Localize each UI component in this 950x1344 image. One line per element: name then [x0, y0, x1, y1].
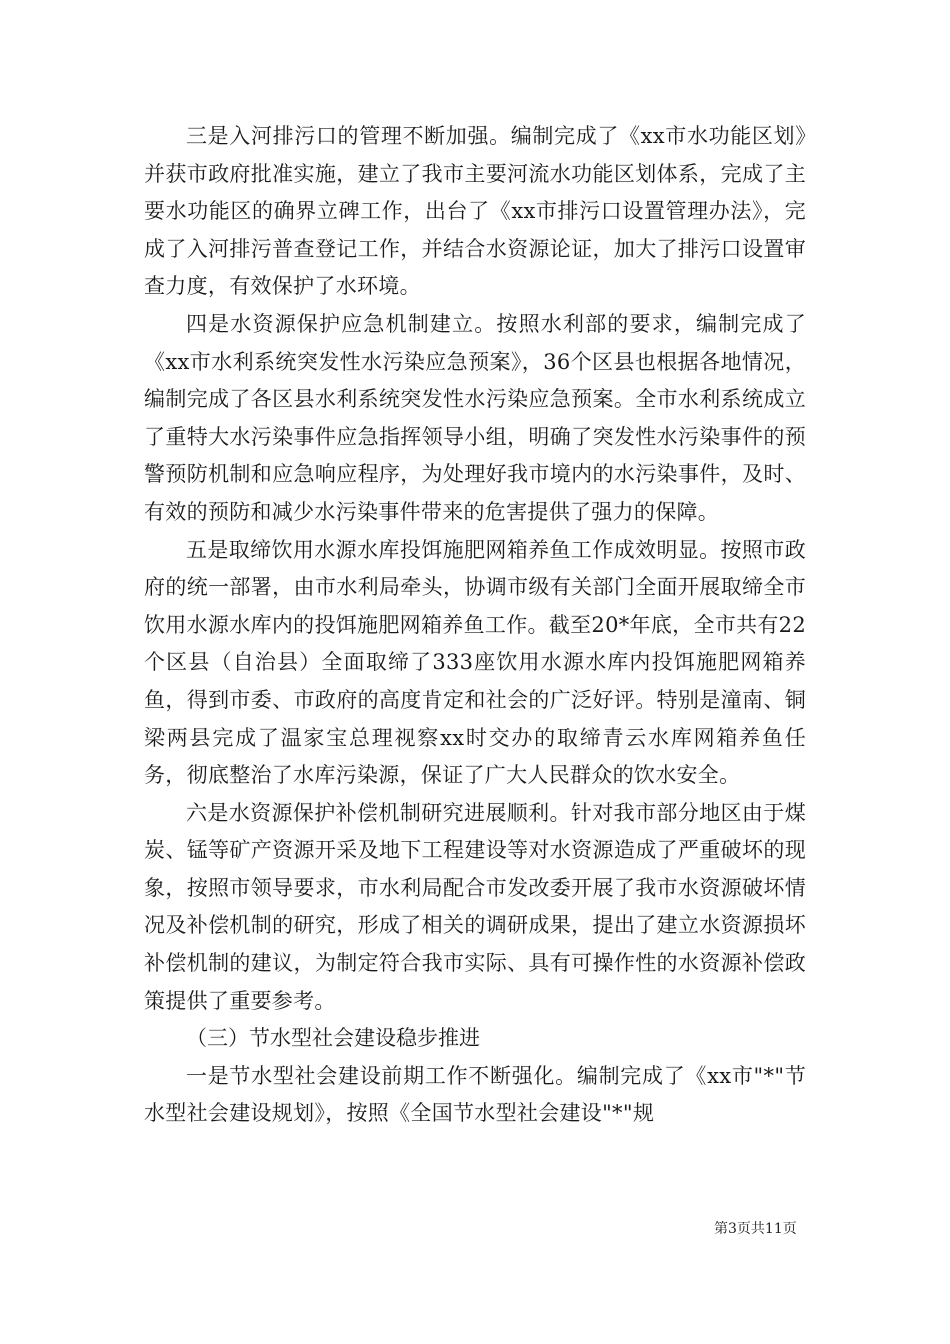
- paragraph-emergency-mechanism: 四是水资源保护应急机制建立。按照水利部的要求，编制完成了《xx市水利系统突发性水污染应急预案》，36个区县也根据各地情况，编制完成了各区县水利系统突发性水污染应急预案。全市水利系统成立了重特大水污染事件应急指挥领导小组，明确了突发性水污染事件的预警预防机制和应急响应程序，为处理好我市境内的水污染事件，及时、有效的预防和减少水污染事件带来的危害提供了强力的保障。: [144, 311, 806, 524]
- section-heading: （三）节水型社会建设稳步推进: [186, 1026, 480, 1051]
- paragraph-fish-farming-ban: 五是取缔饮用水源水库投饵施肥网箱养鱼工作成效明显。按照市政府的统一部署，由市水利局牵头，协调市级有关部门全面开展取缔全市饮用水源水库内的投饵施肥网箱养鱼工作。截至20*年底，全市共有22个区县（自治县）全面取缔了333座饮用水源水库内投饵施肥网箱养鱼，得到市委、市政府的高度肯定和社会的广泛好评。特别是潼南、铜梁两县完成了温家宝总理视察xx时交办的取缔青云水库网箱养鱼任务，彻底整治了水库污染源，保证了广大人民群众的饮水安全。: [144, 537, 806, 788]
- document-body: [144, 118, 806, 1133]
- page-number: 第3页共11页: [714, 1221, 797, 1237]
- paragraph-compensation-mechanism: 六是水资源保护补偿机制研究进展顺利。针对我市部分地区由于煤炭、锰等矿产资源开采及地下工程建设等对水资源造成了严重破坏的现象，按照市领导要求，市水利局配合市发改委开展了我市水资源破坏情况及补偿机制的研究，形成了相关的调研成果，提出了建立水资源损坏补偿机制的建议，为制定符合我市实际、具有可操作性的水资源补偿政策提供了重要参考。: [144, 800, 806, 1013]
- paragraph-water-saving-society: 一是节水型社会建设前期工作不断强化。编制完成了《xx市"*"节水型社会建设规划》，按照《全国节水型社会建设"*"规: [144, 1063, 806, 1126]
- paragraph-water-outlet-management: 三是入河排污口的管理不断加强。编制完成了《xx市水功能区划》并获市政府批准实施，建立了我市主要河流水功能区划体系，完成了主要水功能区的确界立碑工作，出台了《xx市排污口设置管理办法》，完成了入河排污普查登记工作，并结合水资源论证，加大了排污口设置审查力度，有效保护了水环境。: [144, 124, 806, 299]
